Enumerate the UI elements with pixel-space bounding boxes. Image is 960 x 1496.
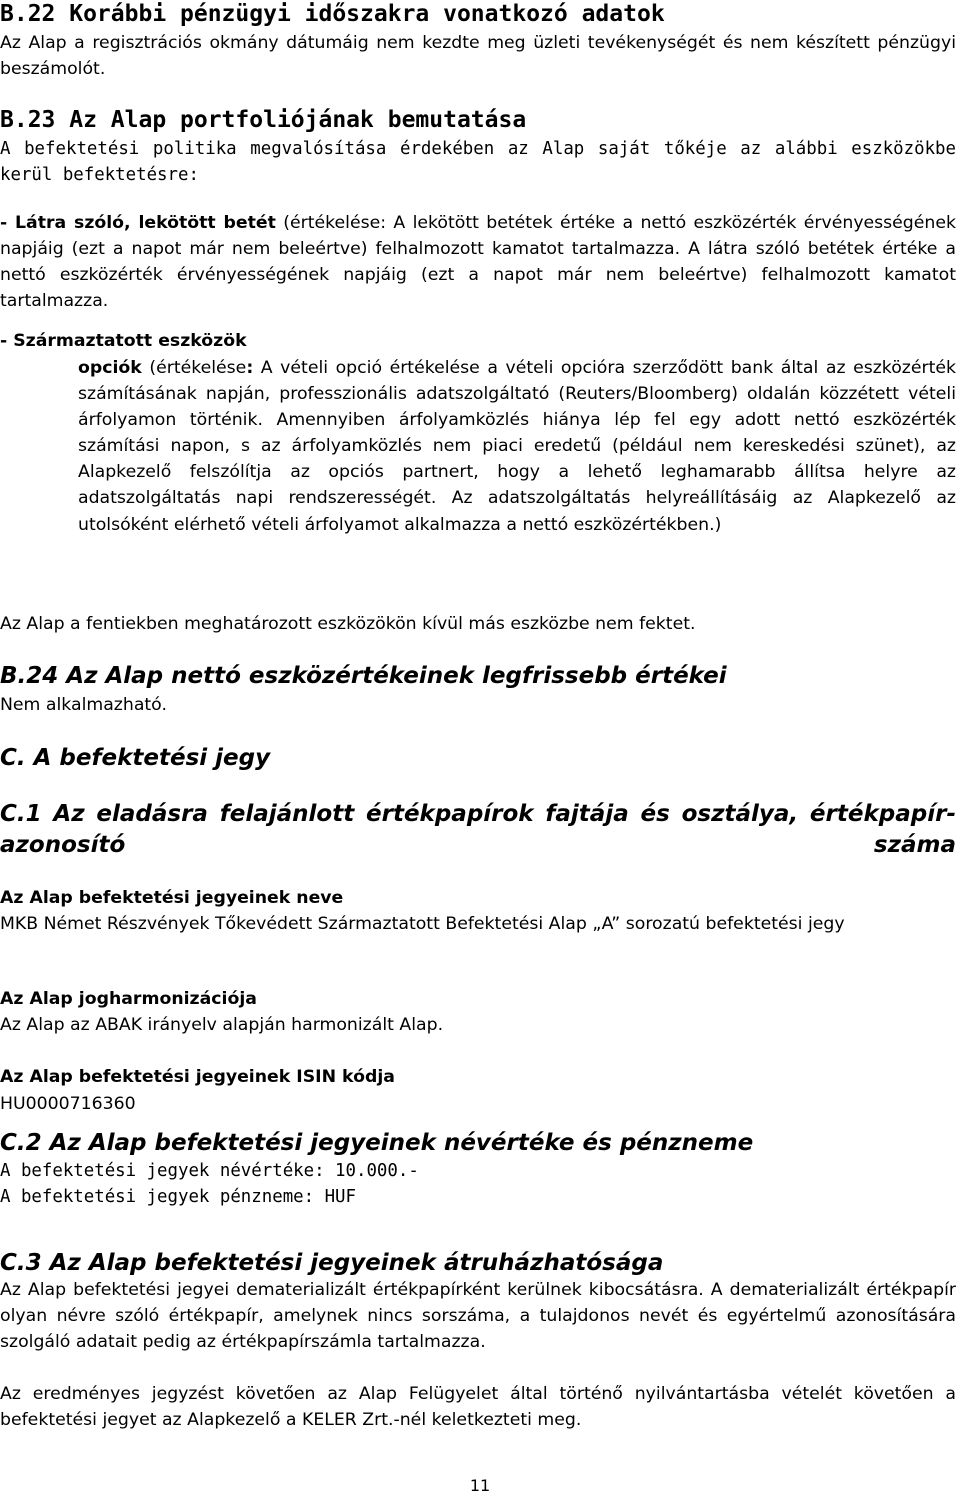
c3-body-2: Az eredményes jegyzést követően az Alap Felügyelet által történő nyilvántartásba vételét követően a befektetési jegyet az Alapkezelő a KELER Zrt.-nél keletkezteti meg.: [0, 1384, 956, 1430]
c1-harmonisation-label: Az Alap jogharmonizációja: [0, 989, 257, 1009]
b23-intro: A befektetési politika megvalósítása érdekében az Alap saját tőkéje az alábbi eszközökbe kerül befektetésre:: [0, 139, 956, 185]
section-heading-b23: B.23 Az Alap portfoliójának bemutatása: [0, 107, 527, 133]
section-heading-c2: [0, 1128, 753, 1158]
b24-body: Nem alkalmazható.: [0, 695, 167, 715]
b22-body: Az Alap a regisztrációs okmány dátumáig nem kezdte meg üzleti tevékenységét és nem készített pénzügyi beszámolót.: [0, 33, 956, 79]
c2-currency: A befektetési jegyek pénzneme: HUF: [0, 1187, 356, 1207]
options-colon: :: [246, 358, 254, 378]
c1-harmonisation-value: Az Alap az ABAK irányelv alapján harmonizált Alap.: [0, 1015, 444, 1035]
c1-heading-text: Az eladásra felajánlott értékpapírok fajtája és osztálya, értékpapír-azonosító száma: [0, 801, 956, 858]
b23-closing: Az Alap a fentiekben meghatározott eszközökön kívül más eszközbe nem fektet.: [0, 614, 696, 634]
c1-name-value: MKB Német Részvények Tőkevédett Származtatott Befektetési Alap „A” sorozatú befektetési jegy: [0, 914, 845, 934]
c2-heading-number: C.2: [0, 1130, 42, 1156]
section-heading-b22: B.22 Korábbi pénzügyi időszakra vonatkozó adatok: [0, 1, 665, 27]
section-heading-c3: [0, 1248, 663, 1278]
deposit-text: (értékelése: A lekötött betétek értéke a nettó eszközérték érvényességének napjáig (ezt a napot már nem beleértve) felhalmozott kamatot tartalmazza. A látra szóló betétek értéke a nettó eszközérték érvényességének napjáig (ezt a napot már nem beleértve) felhalmozott kamatot tartalmazza.: [0, 213, 957, 311]
options-text: A vételi opció értékelése a vételi opcióra szerződött bank által az eszközérték számításának napján, professzionális adatszolgáltató (Reuters/Bloomberg) oldalán közzétett vételi árfolyamon történik. Amennyiben árfolyamközlés hiánya lép fel egy adott nettó eszközérték számítási napon, s az árfolyamközlés nem piaci eredetű (például nem kereskedési szünet), az Alapkezelő felszólítja az opciós partnert, hogy a lehető leghamarabb állítsa helyre az adatszolgáltatás napi rendszerességét. Az adatszolgáltatás helyreállításáig az Alapkezelő az utolsóként elérhető vételi árfolyamot alkalmazza a nettó eszközértékben.): [78, 358, 956, 535]
c2-heading-text: Az Alap befektetési jegyeinek névértéke és pénzneme: [49, 1130, 754, 1156]
b23-deposit-paragraph: [0, 210, 956, 314]
c3-heading-text: Az Alap befektetési jegyeinek átruházhatósága: [49, 1250, 664, 1276]
page-number: 11: [469, 1476, 491, 1495]
deposit-label: - Látra szóló, lekötött betét: [0, 213, 276, 233]
derivatives-label: - Származtatott eszközök: [0, 331, 247, 351]
c1-isin-value: HU0000716360: [0, 1094, 136, 1114]
options-paragraph: [78, 355, 956, 538]
section-heading-c: C. A befektetési jegy: [0, 745, 271, 771]
c1-heading-number: C.1: [0, 801, 42, 827]
section-heading-b24: B.24 Az Alap nettó eszközértékeinek legfrissebb értékei: [0, 663, 727, 689]
c2-face-value: A befektetési jegyek névértéke: 10.000.-: [0, 1161, 419, 1181]
c3-heading-number: C.3: [0, 1250, 42, 1276]
c1-isin-label: Az Alap befektetési jegyeinek ISIN kódja: [0, 1067, 395, 1087]
c3-body-1: Az Alap befektetési jegyei dematerializált értékpapírként kerülnek kibocsátásra. A dematerializált értékpapír olyan névre szóló értékpapír, amelynek nincs sorszáma, a tulajdonos nevét és egyértelmű azonosítására szolgáló adatait pedig az értékpapírszámla tartalmazza.: [0, 1280, 956, 1352]
options-paren: (értékelése: [141, 358, 247, 378]
options-label: opciók: [78, 358, 142, 378]
c1-name-label: Az Alap befektetési jegyeinek neve: [0, 888, 344, 908]
section-heading-c1: [0, 799, 956, 861]
